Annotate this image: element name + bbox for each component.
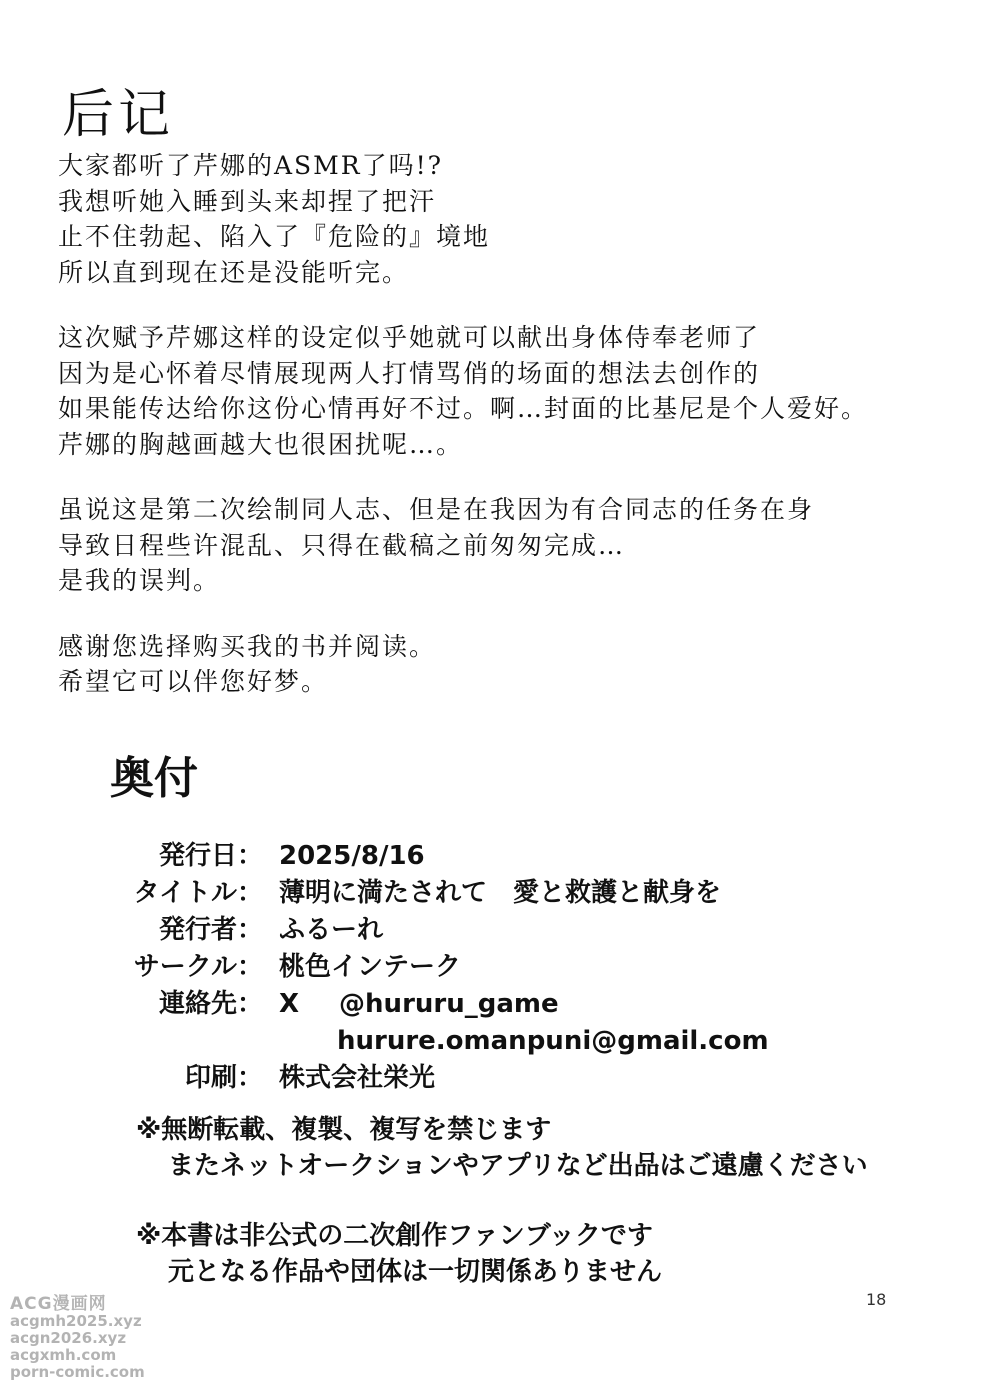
contact-x — [263, 986, 559, 1023]
afterword-line: 所以直到现在还是没能听完。 — [58, 257, 410, 287]
colophon-row-publisher — [100, 912, 769, 949]
notice-line: 元となる作品や団体は一切関係ありません — [168, 1257, 663, 1287]
watermark-logo: ACG漫画网 — [10, 1294, 107, 1314]
x-handle: @hururu_game — [339, 989, 559, 1019]
afterword-line: 因为是心怀着尽情展现两人打情骂俏的场面的想法去创作的 — [58, 358, 761, 388]
publish-date-label: 発行日： — [158, 841, 263, 871]
afterword-line: 大家都听了芹娜的ASMR了吗!? — [58, 151, 444, 180]
afterword-body — [58, 148, 978, 730]
afterword-line: 这次赋予芹娜这样的设定似乎她就可以献出身体侍奉老师了 — [58, 323, 761, 352]
book-title-label: タイトル： — [133, 878, 263, 908]
afterword-paragraph — [58, 492, 978, 599]
watermark-url: acgxmh.com — [10, 1346, 117, 1364]
notice-line: ※無断転載、複製、複写を禁じます — [136, 1115, 552, 1145]
contact-email: hurure.omanpuni@gmail.com — [337, 1026, 769, 1056]
watermark-url: acgn2026.xyz — [10, 1329, 127, 1347]
printer-value: 株式会社栄光 — [279, 1063, 436, 1093]
colophon-row-publish-date — [100, 838, 769, 875]
afterword-line: 导致日程些许混乱、只得在截稿之前匆匆完成… — [58, 530, 626, 560]
notice-copyright — [136, 1112, 868, 1184]
colophon-row-printer — [100, 1060, 769, 1097]
afterword-line: 芹娜的胸越画越大也很困扰呢…。 — [58, 429, 464, 459]
notice-unofficial — [136, 1218, 868, 1290]
afterword-line: 我想听她入睡到头来却捏了把汗 — [58, 186, 437, 216]
colophon-row-title — [100, 875, 769, 912]
notices — [136, 1112, 868, 1324]
circle-label: サークル： — [133, 952, 263, 982]
colophon-table — [100, 838, 769, 1097]
contact-label: 連絡先： — [158, 989, 263, 1019]
publisher-label: 発行者： — [158, 915, 263, 945]
page-number: 18 — [866, 1290, 887, 1309]
afterword-line: 如果能传达给你这份心情再好不过。啊…封面的比基尼是个人爱好。 — [58, 394, 869, 423]
colophon-row-contact — [100, 986, 769, 1023]
watermark-url: porn-comic.com — [10, 1363, 145, 1381]
publish-date-value: 2025/8/16 — [279, 841, 425, 871]
site-watermark — [10, 1296, 145, 1381]
notice-line: またネットオークションやアプリなど出品はご遠慮ください — [168, 1151, 868, 1181]
printer-label: 印刷： — [184, 1063, 263, 1093]
afterword-line: 虽说这是第二次绘制同人志、但是在我因为有合同志的任务在身 — [58, 495, 815, 524]
afterword-paragraph — [58, 629, 978, 700]
afterword-line: 希望它可以伴您好梦。 — [58, 667, 329, 696]
colophon-row-email — [100, 1023, 769, 1060]
afterword-paragraph — [58, 148, 978, 290]
circle-value: 桃色インテーク — [279, 952, 462, 982]
colophon-title: 奥付 — [110, 753, 198, 804]
afterword-title: 后记 — [62, 85, 175, 145]
afterword-line: 感谢您选择购买我的书并阅读。 — [58, 631, 437, 661]
colophon-row-circle — [100, 949, 769, 986]
book-title-value: 薄明に満たされて 愛と救護と献身を — [279, 878, 722, 908]
afterword-line: 是我的误判。 — [58, 566, 221, 595]
afterword-line: 止不住勃起、陷入了『危险的』境地 — [58, 222, 491, 251]
notice-line: ※本書は非公式の二次創作ファンブックです — [136, 1221, 653, 1251]
x-label: X — [279, 989, 300, 1019]
watermark-url: acgmh2025.xyz — [10, 1312, 142, 1330]
publisher-value: ふるーれ — [279, 915, 384, 945]
afterword-paragraph — [58, 320, 978, 462]
